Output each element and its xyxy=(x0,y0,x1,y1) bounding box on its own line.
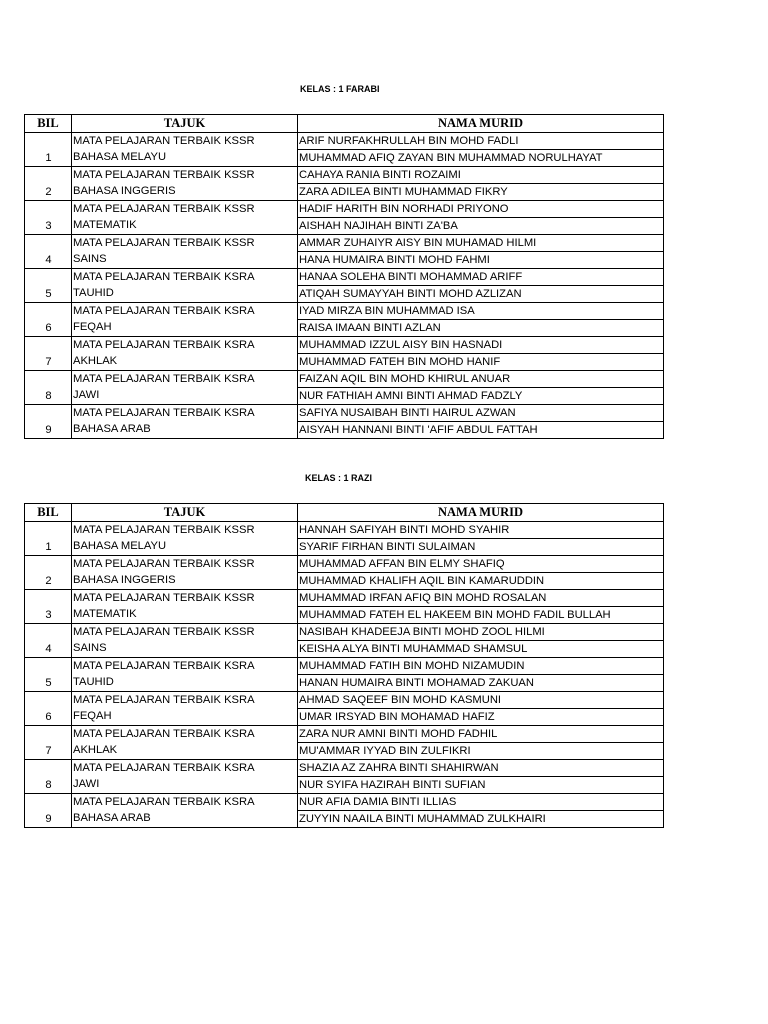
student-name: NASIBAH KHADEEJA BINTI MOHD ZOOL HILMI xyxy=(298,624,664,641)
table-row xyxy=(25,320,664,337)
row-number: 7 xyxy=(25,337,72,371)
subject-line1: MATA PELAJARAN TERBAIK KSSR xyxy=(72,624,298,641)
header-tajuk: TAJUK xyxy=(72,504,298,522)
subject-line1: MATA PELAJARAN TERBAIK KSRA xyxy=(72,371,298,388)
row-number: 8 xyxy=(25,371,72,405)
table-row xyxy=(25,218,664,235)
subject-line2: AKHLAK xyxy=(72,354,298,371)
row-number: 7 xyxy=(25,726,72,760)
subject-line1: MATA PELAJARAN TERBAIK KSRA xyxy=(72,794,298,811)
table-row xyxy=(25,269,664,286)
student-name: MUHAMMAD IRFAN AFIQ BIN MOHD ROSALAN xyxy=(298,590,664,607)
subject-line2: SAINS xyxy=(72,641,298,658)
subject-line1: MATA PELAJARAN TERBAIK KSRA xyxy=(72,405,298,422)
student-name: AHMAD SAQEEF BIN MOHD KASMUNI xyxy=(298,692,664,709)
student-name: KEISHA ALYA BINTI MUHAMMAD SHAMSUL xyxy=(298,641,664,658)
row-number: 6 xyxy=(25,303,72,337)
table-row xyxy=(25,303,664,320)
class-title-razi: KELAS : 1 RAZI xyxy=(305,473,373,483)
student-name: AISHAH NAJIHAH BINTI ZA'BA xyxy=(298,218,664,235)
student-name: UMAR IRSYAD BIN MOHAMAD HAFIZ xyxy=(298,709,664,726)
subject-line1: MATA PELAJARAN TERBAIK KSSR xyxy=(72,201,298,218)
subject-line2: TAUHID xyxy=(72,286,298,303)
row-number: 3 xyxy=(25,201,72,235)
student-name: HANAN HUMAIRA BINTI MOHAMAD ZAKUAN xyxy=(298,675,664,692)
table-row xyxy=(25,286,664,303)
subject-line2: JAWI xyxy=(72,388,298,405)
table-row xyxy=(25,641,664,658)
row-number: 3 xyxy=(25,590,72,624)
row-number: 5 xyxy=(25,658,72,692)
table-row xyxy=(25,539,664,556)
subject-line2: BAHASA INGGERIS xyxy=(72,573,298,590)
subject-line2: BAHASA INGGERIS xyxy=(72,184,298,201)
row-number: 2 xyxy=(25,167,72,201)
student-name: FAIZAN AQIL BIN MOHD KHIRUL ANUAR xyxy=(298,371,664,388)
subject-line2: JAWI xyxy=(72,777,298,794)
student-name: MUHAMMAD FATEH BIN MOHD HANIF xyxy=(298,354,664,371)
table-row xyxy=(25,184,664,201)
table-row xyxy=(25,405,664,422)
subject-line1: MATA PELAJARAN TERBAIK KSSR xyxy=(72,133,298,150)
student-name: MUHAMMAD KHALIFH AQIL BIN KAMARUDDIN xyxy=(298,573,664,590)
table-row xyxy=(25,354,664,371)
student-name: NUR AFIA DAMIA BINTI ILLIAS xyxy=(298,794,664,811)
subject-line2: BAHASA ARAB xyxy=(72,811,298,828)
class-title-farabi: KELAS : 1 FARABI xyxy=(300,84,380,94)
subject-line1: MATA PELAJARAN TERBAIK KSRA xyxy=(72,726,298,743)
table-row xyxy=(25,777,664,794)
header-bil: BIL xyxy=(25,115,72,133)
header-tajuk: TAJUK xyxy=(72,115,298,133)
subject-line2: MATEMATIK xyxy=(72,218,298,235)
row-number: 4 xyxy=(25,624,72,658)
header-bil: BIL xyxy=(25,504,72,522)
table-row xyxy=(25,167,664,184)
student-name: MUHAMMAD AFFAN BIN ELMY SHAFIQ xyxy=(298,556,664,573)
student-name: MUHAMMAD IZZUL AISY BIN HASNADI xyxy=(298,337,664,354)
row-number: 1 xyxy=(25,522,72,556)
table-row xyxy=(25,573,664,590)
subject-line2: AKHLAK xyxy=(72,743,298,760)
student-name: ZUYYIN NAAILA BINTI MUHAMMAD ZULKHAIRI xyxy=(298,811,664,828)
student-name: MUHAMMAD AFIQ ZAYAN BIN MUHAMMAD NORULHAYAT xyxy=(298,150,664,167)
student-name: MU'AMMAR IYYAD BIN ZULFIKRI xyxy=(298,743,664,760)
subject-line2: FEQAH xyxy=(72,709,298,726)
table-row xyxy=(25,607,664,624)
row-number: 5 xyxy=(25,269,72,303)
subject-line1: MATA PELAJARAN TERBAIK KSRA xyxy=(72,658,298,675)
subject-line2: BAHASA MELAYU xyxy=(72,539,298,556)
student-name: AISYAH HANNANI BINTI 'AFIF ABDUL FATTAH xyxy=(298,422,664,439)
student-name: HANNAH SAFIYAH BINTI MOHD SYAHIR xyxy=(298,522,664,539)
table-row xyxy=(25,709,664,726)
table-row xyxy=(25,371,664,388)
student-name: HANA HUMAIRA BINTI MOHD FAHMI xyxy=(298,252,664,269)
header-row xyxy=(25,115,664,133)
table-row xyxy=(25,794,664,811)
row-number: 8 xyxy=(25,760,72,794)
subject-line1: MATA PELAJARAN TERBAIK KSSR xyxy=(72,522,298,539)
table-row xyxy=(25,743,664,760)
table-row xyxy=(25,726,664,743)
student-name: ZARA NUR AMNI BINTI MOHD FADHIL xyxy=(298,726,664,743)
student-name: HANAA SOLEHA BINTI MOHAMMAD ARIFF xyxy=(298,269,664,286)
table-row xyxy=(25,760,664,777)
table-row xyxy=(25,252,664,269)
header-nama-murid: NAMA MURID xyxy=(298,504,664,522)
subject-line1: MATA PELAJARAN TERBAIK KSRA xyxy=(72,692,298,709)
header-nama-murid: NAMA MURID xyxy=(298,115,664,133)
table-farabi xyxy=(24,114,664,439)
subject-line1: MATA PELAJARAN TERBAIK KSRA xyxy=(72,760,298,777)
row-number: 9 xyxy=(25,405,72,439)
student-name: CAHAYA RANIA BINTI ROZAIMI xyxy=(298,167,664,184)
subject-line2: SAINS xyxy=(72,252,298,269)
table-row xyxy=(25,150,664,167)
row-number: 2 xyxy=(25,556,72,590)
table-razi xyxy=(24,503,664,828)
student-name: NUR FATHIAH AMNI BINTI AHMAD FADZLY xyxy=(298,388,664,405)
table-row xyxy=(25,133,664,150)
student-name: IYAD MIRZA BIN MUHAMMAD ISA xyxy=(298,303,664,320)
student-name: RAISA IMAAN BINTI AZLAN xyxy=(298,320,664,337)
table-row xyxy=(25,337,664,354)
table-row xyxy=(25,811,664,828)
subject-line1: MATA PELAJARAN TERBAIK KSSR xyxy=(72,590,298,607)
row-number: 1 xyxy=(25,133,72,167)
student-name: ATIQAH SUMAYYAH BINTI MOHD AZLIZAN xyxy=(298,286,664,303)
table-row xyxy=(25,422,664,439)
student-name: SYARIF FIRHAN BINTI SULAIMAN xyxy=(298,539,664,556)
student-name: ZARA ADILEA BINTI MUHAMMAD FIKRY xyxy=(298,184,664,201)
row-number: 6 xyxy=(25,692,72,726)
subject-line1: MATA PELAJARAN TERBAIK KSRA xyxy=(72,303,298,320)
table-row xyxy=(25,675,664,692)
subject-line2: BAHASA MELAYU xyxy=(72,150,298,167)
table-row xyxy=(25,624,664,641)
subject-line2: BAHASA ARAB xyxy=(72,422,298,439)
subject-line1: MATA PELAJARAN TERBAIK KSSR xyxy=(72,235,298,252)
subject-line1: MATA PELAJARAN TERBAIK KSSR xyxy=(72,167,298,184)
student-name: SHAZIA AZ ZAHRA BINTI SHAHIRWAN xyxy=(298,760,664,777)
student-name: NUR SYIFA HAZIRAH BINTI SUFIAN xyxy=(298,777,664,794)
table-row xyxy=(25,201,664,218)
table-row xyxy=(25,522,664,539)
table-row xyxy=(25,658,664,675)
table-row xyxy=(25,590,664,607)
subject-line1: MATA PELAJARAN TERBAIK KSRA xyxy=(72,269,298,286)
student-name: MUHAMMAD FATEH EL HAKEEM BIN MOHD FADIL BULLAH xyxy=(298,607,664,624)
row-number: 4 xyxy=(25,235,72,269)
subject-line2: MATEMATIK xyxy=(72,607,298,624)
header-row xyxy=(25,504,664,522)
table-row xyxy=(25,556,664,573)
table-row xyxy=(25,692,664,709)
student-name: SAFIYA NUSAIBAH BINTI HAIRUL AZWAN xyxy=(298,405,664,422)
subject-line1: MATA PELAJARAN TERBAIK KSSR xyxy=(72,556,298,573)
student-name: MUHAMMAD FATIH BIN MOHD NIZAMUDIN xyxy=(298,658,664,675)
student-name: ARIF NURFAKHRULLAH BIN MOHD FADLI xyxy=(298,133,664,150)
table-row xyxy=(25,235,664,252)
subject-line2: FEQAH xyxy=(72,320,298,337)
row-number: 9 xyxy=(25,794,72,828)
student-name: HADIF HARITH BIN NORHADI PRIYONO xyxy=(298,201,664,218)
subject-line2: TAUHID xyxy=(72,675,298,692)
table-row xyxy=(25,388,664,405)
student-name: AMMAR ZUHAIYR AISY BIN MUHAMAD HILMI xyxy=(298,235,664,252)
subject-line1: MATA PELAJARAN TERBAIK KSRA xyxy=(72,337,298,354)
